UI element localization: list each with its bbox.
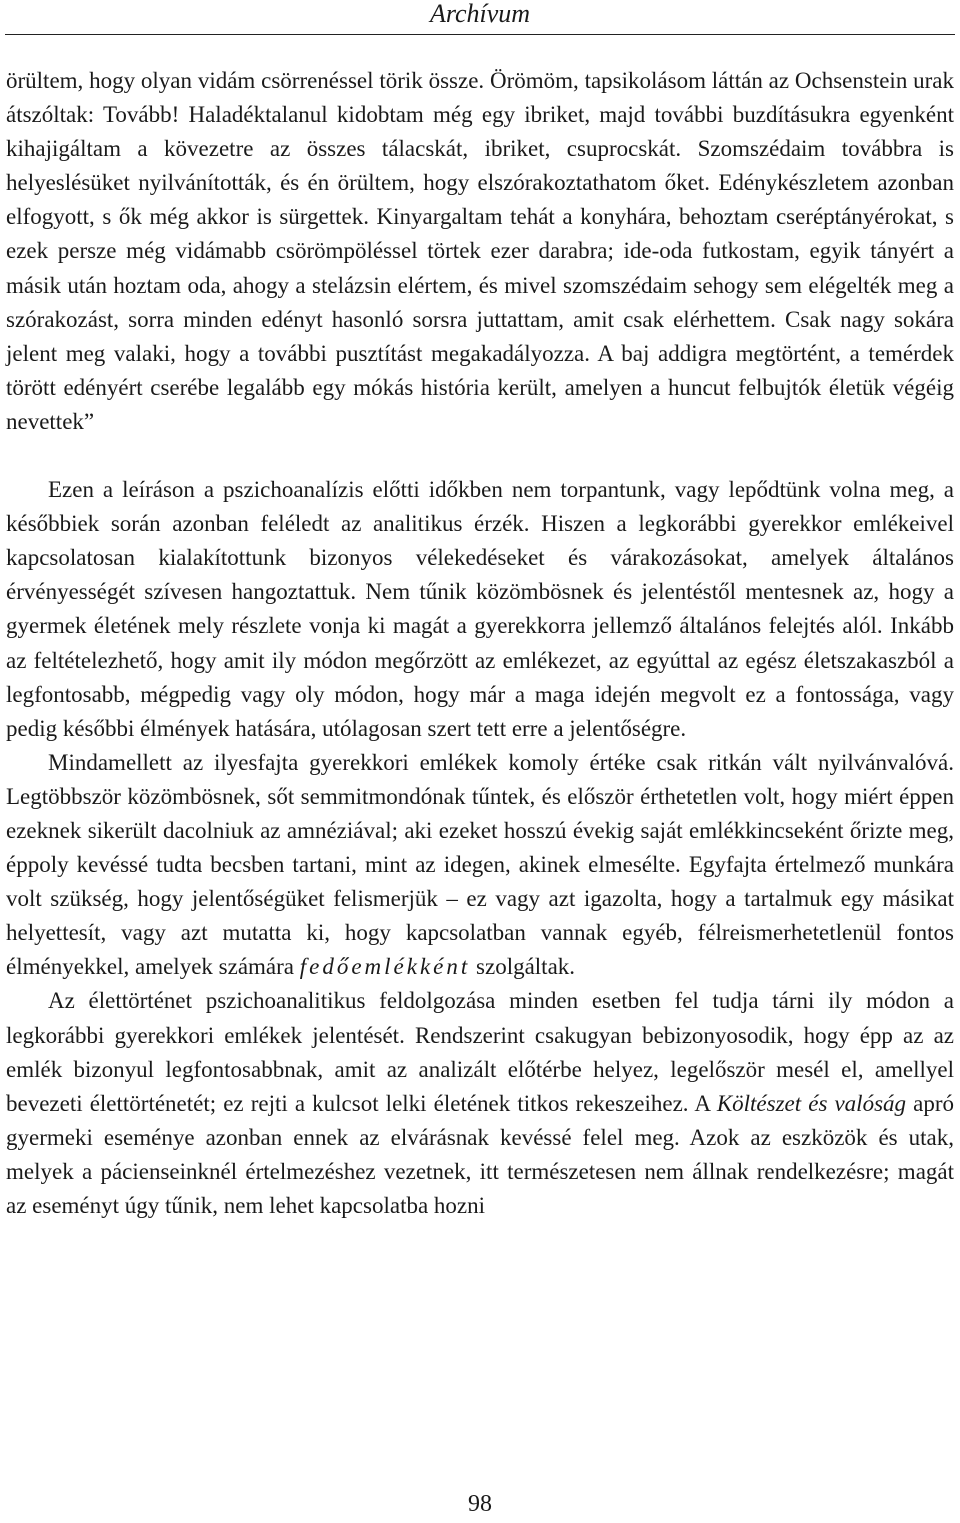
paragraph-4-text-before: Az élettörténet pszichoanalitikus feldolgozása minden esetben fel tudja tárni ily módon a legkorábbi gyerekkori emlékek jelentését. Rendszerint csakugyan bebizonyosodik, hogy épp az az emlék bizonyul legfontosabbnak, amit az analizált előtérbe helyez, legelőször mesél el, amellyel bevezeti élettörténetét; ez rejti a kulcsot lelki életének titkos rekeszeihez. A <box>6 988 954 1116</box>
running-header <box>0 0 960 33</box>
body-text <box>6 64 954 1223</box>
paragraph-4-text-after: apró gyermeki eseménye azonban ennek az elvárásnak kevéssé felel meg. Azok az eszközök és utak, melyek a pácienseinknél értelmezéshez vezetnek, itt természetesen nem állnak rendelkezésre; magát az eseményt úgy tűnik, nem lehet kapcsolatba hozni <box>6 1090 954 1218</box>
paragraph-2: Ezen a leíráson a pszichoanalízis előtti időkben nem torpantunk, vagy lepődtünk volna meg, a későbbiek során azonban feléledt az analitikus érzék. Hiszen a legkorábbi gyerekkor emlékeivel kapcsolatosan kialakítottunk bizonyos vélekedéseket és várakozásokat, amelyek általános érvényességét szívesen hangoztattuk. Nem tűnik közömbösnek és jelentéstől mentesnek az, hogy a gyermek életének mely részlete vonja ki magát a gyerekkorra jellemző általános felejtés alól. Inkább az feltételezhető, hogy amit ily módon megőrzött az emlékezet, az egyúttal az egész életszakaszból a legfontosabb, mégpedig vagy oly módon, hogy már a maga idején megvolt ez a fontossága, vagy pedig későbbi élmények hatására, utólagosan szert tett erre a jelentőségre. <box>6 477 954 741</box>
paragraph-4 <box>6 984 954 1223</box>
page-number: 98 <box>468 1491 492 1517</box>
work-title: Költészet és valóság <box>716 1090 907 1116</box>
paragraph-3-text-before: Mindamellett az ilyesfajta gyerekkori emlékek komoly értéke csak ritkán vált nyilvánvalóvá. Legtöbbször közömbösnek, sőt semmitmondónak tűntek, és először érthetetlen volt, hogy miért éppen ezeknek sikerült dacolniuk az amnéziával; aki ezeket hosszú évekig saját emlékkincseként őrizte meg, éppoly kevéssé tudta becsben tartani, mint az idegen, akinek elmesélte. Egyfajta értelmező munkára volt szükség, hogy jelentőségüket felismerjük – ez vagy azt igazolta, hogy a tartalmuk egy másikat helyettesít, vagy azt mutatta ki, hogy kapcsolatban vannak egyéb, félreismerhetetlenül fontos élményekkel, amelyek számára <box>6 749 954 980</box>
paragraph-3-text-after: szolgáltak. <box>470 954 576 980</box>
running-title: Archívum <box>429 0 531 28</box>
emphasized-term: fedőemlékként <box>299 954 471 980</box>
paragraph-3 <box>6 746 954 985</box>
header-rule <box>5 34 955 35</box>
paragraph-1: örültem, hogy olyan vidám csörrenéssel törik össze. Örömöm, tapsikolásom láttán az Ochsenstein urak átszóltak: Tovább! Haladéktalanul kidobtam még egy ibriket, majd további buzdításukra egyenként kihajigáltam a kövezetre az összes tálacskát, ibriket, csuprocskát. Szomszédaim továbbra is helyeslésüket nyilvánították, és én örültem, hogy elszórakoztathatom őket. Edénykészletem azonban elfogyott, s ők még akkor is sürgettek. Kinyargaltam tehát a konyhára, behoztam cseréptányérokat, s ezek persze még vidámabb csörömpöléssel törtek ezer darabra; ide-oda futkostam, egyik tányért a másik után hoztam oda, ahogy a stelázsin elértem, és mivel szomszédaim sehogy sem elégelték meg a szórakozást, sorra minden edényt hasonló sorsra juttattam, amit csak elérhettem. Csak nagy sokára jelent meg valaki, hogy a további pusztítást megakadályozza. A baj addigra megtörtént, a temérdek törött edényért cserébe legalább egy mókás história került, amelyen a huncut felbujtók életük végéig nevettek” <box>6 68 954 434</box>
